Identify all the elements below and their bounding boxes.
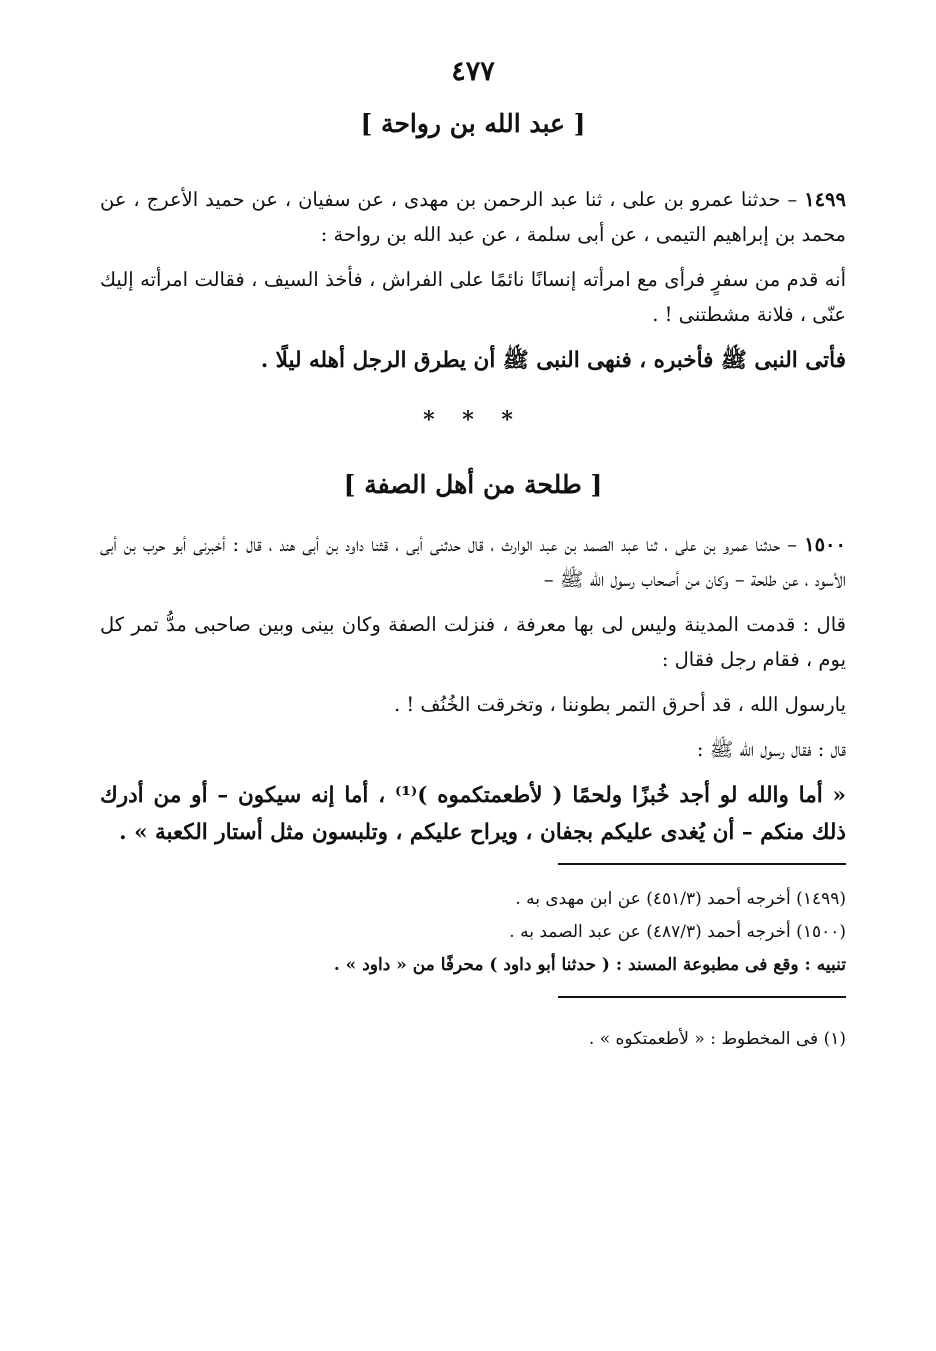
hadith-1500-paragraph-1: قال : قدمت المدينة وليس لى بها معرفة ، فنزلت الصفة وكان بينى وبين صاحبى مدُّ تمر كل يوم ، فقام رجل فقال : — [100, 613, 846, 671]
section-separator: * * * — [423, 407, 523, 433]
hadith-1499-isnad — [100, 182, 846, 252]
isnad-text: – حدثنا عمرو بن على ، ثنا عبد الصمد بن عبد الوارث ، قال حدثنى أبى ، قثنا داود بن أبى هند ، قال : أخبرنى أبو حرب بن أبى الأسود ، عن طلحة – وكان من أصحاب رسول الله ﷺ – — [100, 533, 846, 591]
isnad-text: – حدثنا عمرو بن على ، ثنا عبد الرحمن بن مهدى ، عن سفيان ، عن حميد الأعرج ، عن محمد بن إبراهيم التيمى ، عن أبى سلمة ، عن عبد الله بن رواحة : — [100, 188, 846, 246]
hadith-1500-isnad — [100, 527, 846, 597]
book-page — [100, 52, 846, 1054]
hadith-1500-prophet-saying: « أما والله لو أجد خُبزًا ولحمًا ( لأطعمتكموه )⁽¹⁾ ، أما إنه سيكون – أو من أدرك ذلك منكم – أن يُغدى عليكم بجفان ، ويراح عليكم ، وتلبسون مثل أستار الكعبة » . — [100, 783, 846, 845]
footnote-divider — [558, 996, 846, 998]
section-heading-abdullah-ibn-rawaha: [ عبد الله بن رواحة ] — [360, 109, 586, 138]
hadith-number: ١٤٩٩ — [804, 188, 846, 211]
note-warning: تنبيه : وقع فى مطبوعة المسند : ( حدثنا أبو داود ) محرفًا من « داود » . — [333, 955, 846, 975]
section-heading-talha: [ طلحة من أهل الصفة ] — [343, 470, 603, 499]
hadith-1499-text: أنه قدم من سفرٍ فرأى مع امرأته إنسانًا نائمًا على الفراش ، فأخذ السيف ، فقالت امرأته إليك عنّى ، فلانة مشطتنى ! . — [100, 268, 846, 326]
hadith-1500-paragraph-2: يارسول الله ، قد أحرق التمر بطوننا ، وتخرقت الخُنُف ! . — [393, 693, 846, 716]
takhrij-notes — [100, 883, 846, 982]
footnote-1: (١) فى المخطوط : « لأطعمتكوه » . — [588, 1029, 846, 1049]
hadith-1499-conclusion: فأتى النبى ﷺ فأخبره ، فنهى النبى ﷺ أن يطرق الرجل أهله ليلًا . — [260, 348, 846, 373]
hadith-1500-paragraph-3: قال : فقال رسول الله ﷺ : — [696, 738, 846, 761]
page-number: ٤٧٧ — [451, 56, 495, 87]
note-1499: (١٤٩٩) أخرجه أحمد (٤٥١/٣) عن ابن مهدى به . — [515, 889, 846, 909]
note-1500: (١٥٠٠) أخرجه أحمد (٤٨٧/٣) عن عبد الصمد به . — [509, 922, 846, 942]
notes-divider — [558, 863, 846, 865]
hadith-number: ١٥٠٠ — [804, 533, 846, 556]
